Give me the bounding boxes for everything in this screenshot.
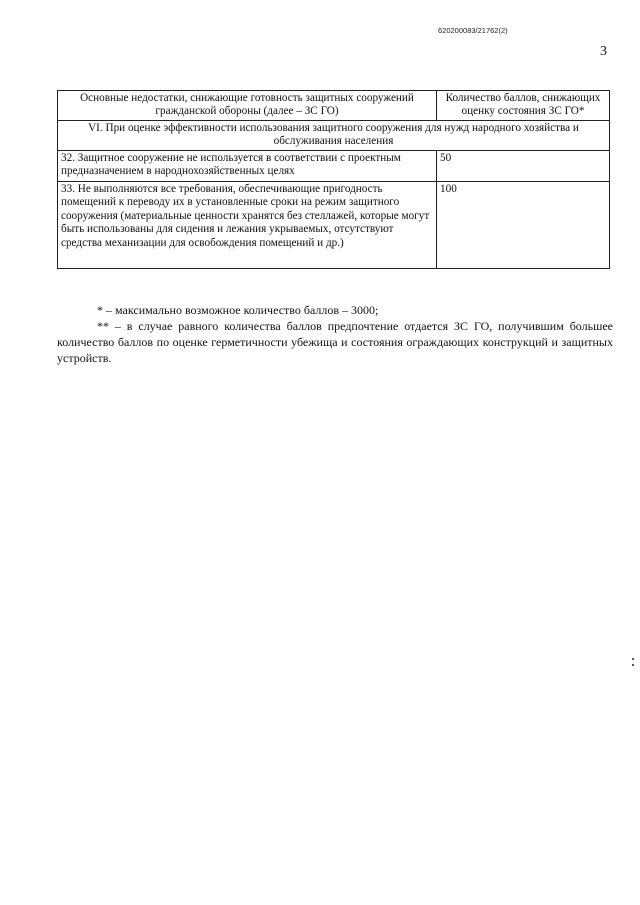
- page-number: 3: [600, 44, 607, 59]
- footnotes: [57, 302, 613, 366]
- points-value: 50: [437, 150, 610, 181]
- footnote-max-points: * – максимально возможное количество баллов – 3000;: [97, 303, 379, 317]
- table-row: [58, 150, 610, 181]
- scan-mark: [632, 664, 634, 666]
- scan-mark: [632, 658, 634, 660]
- points-value: 100: [437, 181, 610, 268]
- column-header-deficiencies: Основные недостатки, снижающие готовность защитных сооружений гражданской обороны (далее – ЗС ГО): [58, 91, 437, 121]
- column-header-points: Количество баллов, снижающих оценку состояния ЗС ГО*: [437, 91, 610, 121]
- deficiency-text: 32. Защитное сооружение не используется в соответствии с проектным предназначением в народнохозяйственных целях: [58, 150, 437, 181]
- section-row: [58, 120, 610, 150]
- document-number: 620200083/21762(2): [438, 26, 508, 35]
- deficiency-points-table: [57, 90, 610, 269]
- section-title: VI. При оценке эффективности использования защитного сооружения для нужд народного хозяйства и обслуживания населения: [58, 120, 610, 150]
- table-row: [58, 181, 610, 268]
- deficiency-text: 33. Не выполняются все требования, обеспечивающие пригодность помещений к переводу их в установленные сроки на режим защитного сооружения (материальные ценности хранятся без стеллажей, которые могут быть использованы для сидения и лежания укрываемых, отсутствуют средства механизации для освобождения помещений и др.): [58, 181, 437, 268]
- footnote-tie-break: ** – в случае равного количества баллов предпочтение отдается ЗС ГО, получившим большее количество баллов по оценке герметичности убежища и состояния ограждающих конструкций и защитных устройств.: [57, 319, 613, 365]
- table-header-row: [58, 91, 610, 121]
